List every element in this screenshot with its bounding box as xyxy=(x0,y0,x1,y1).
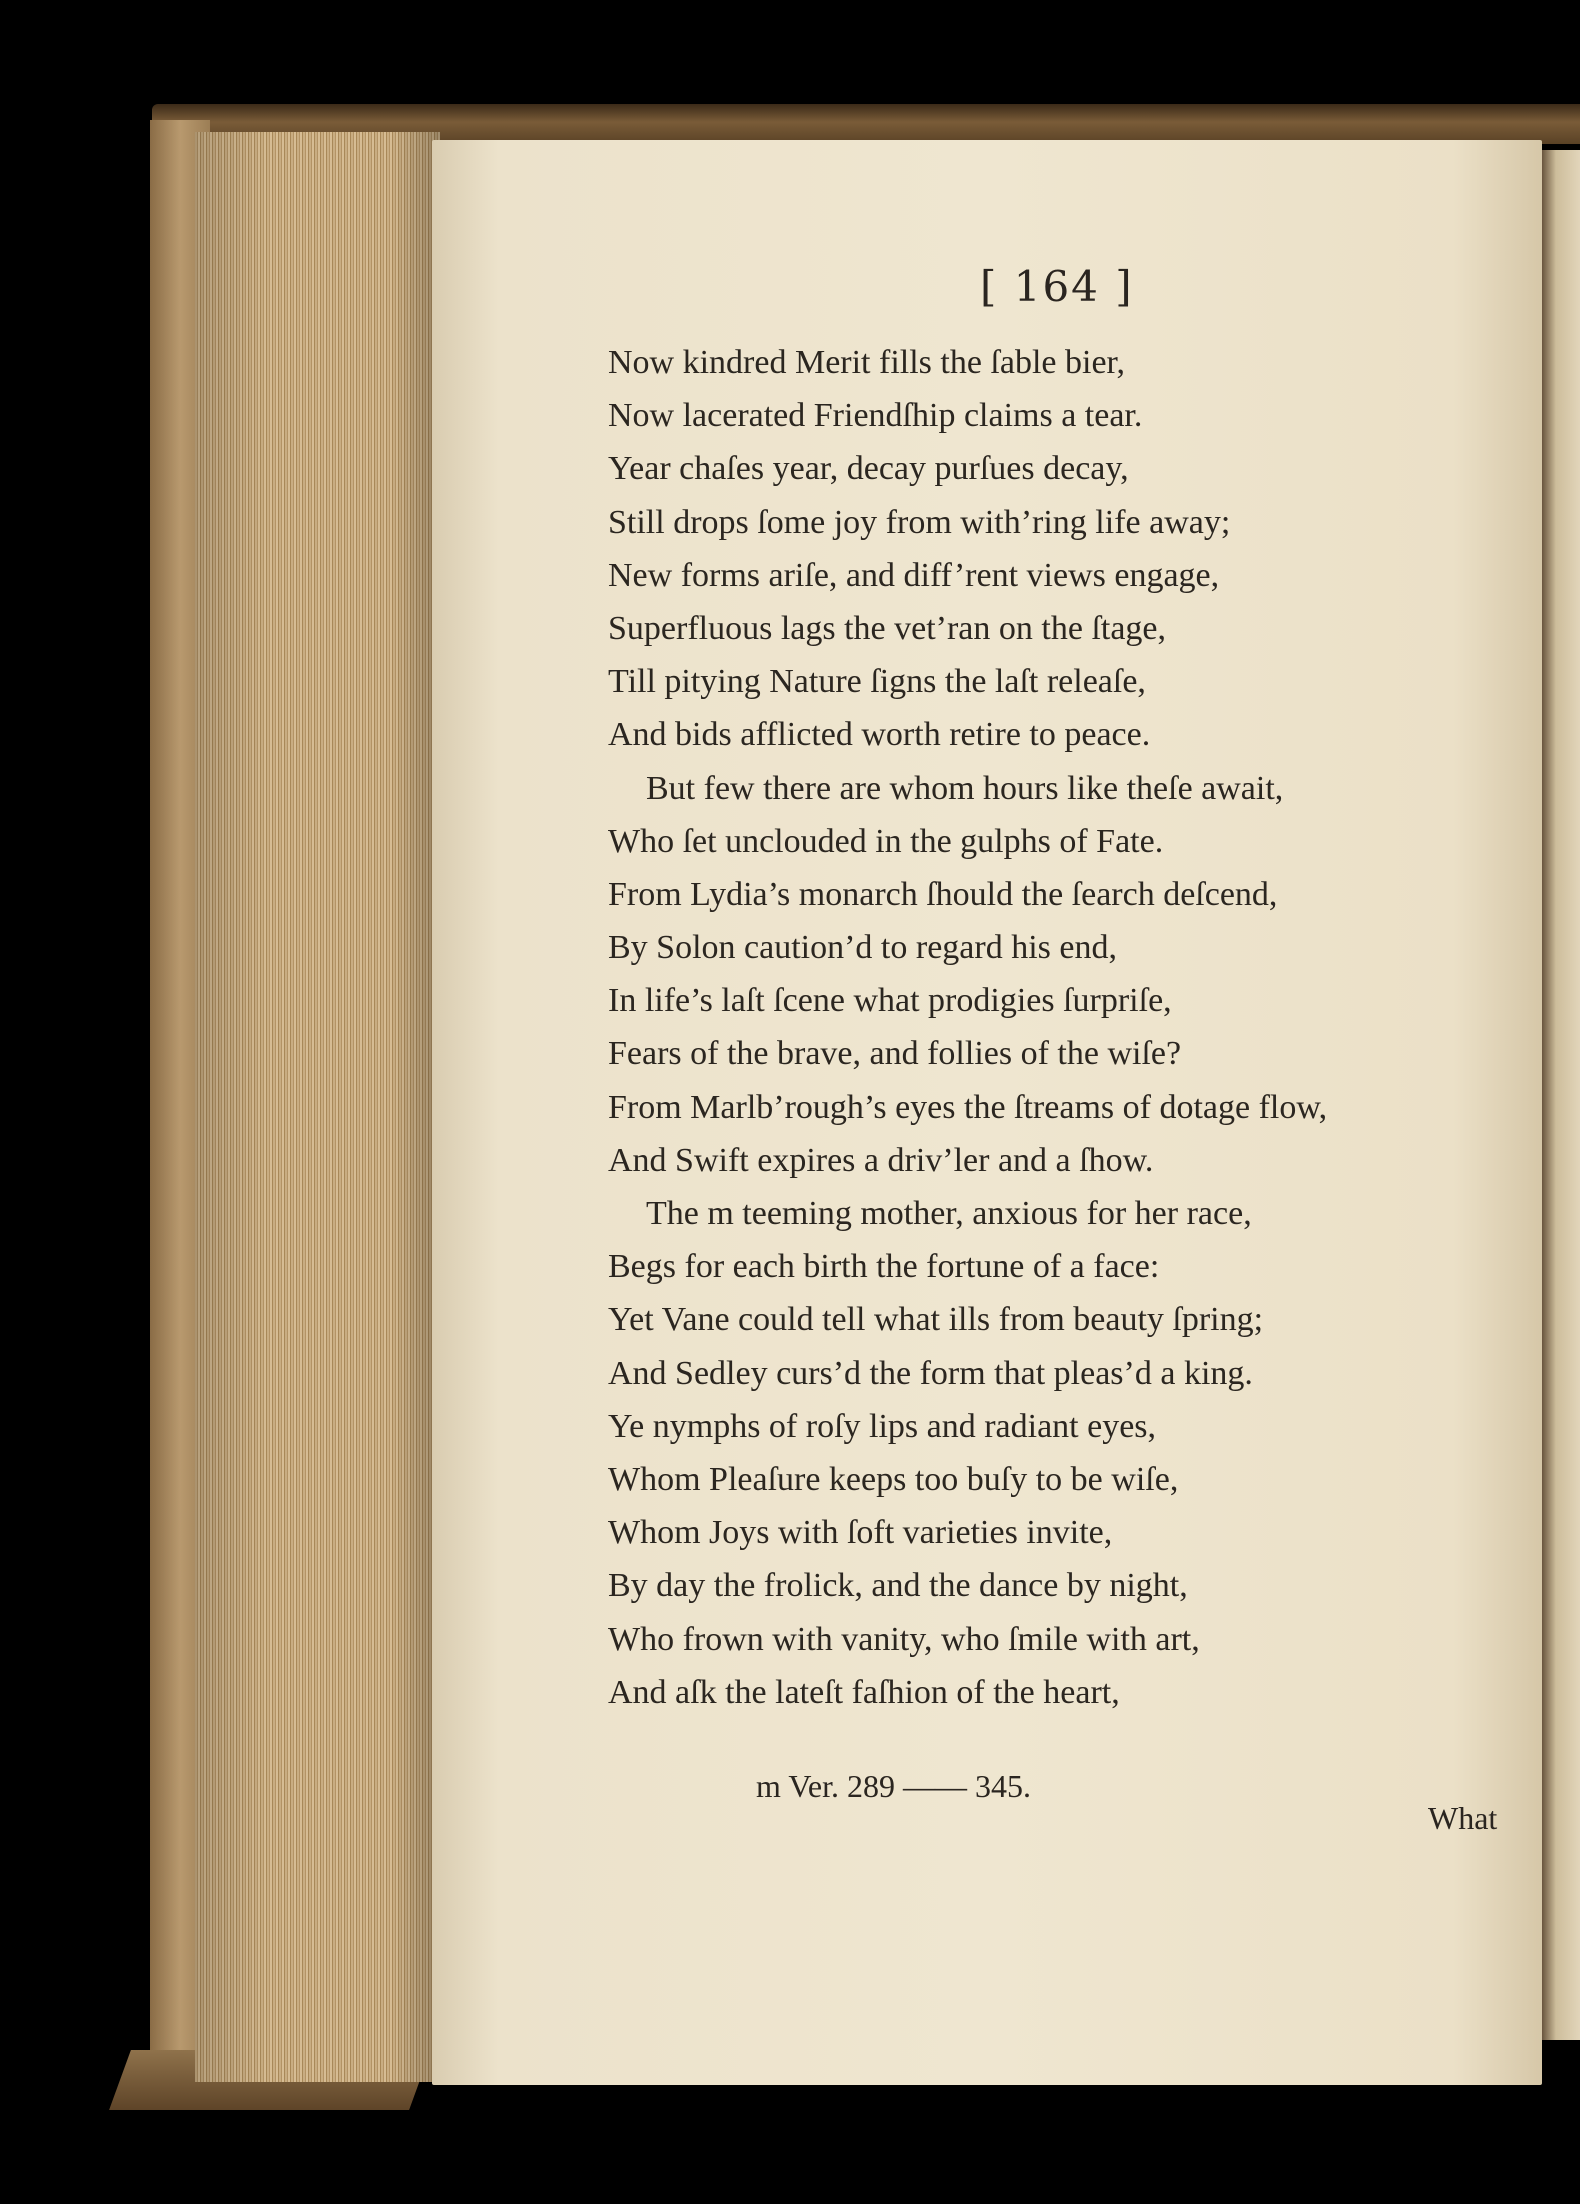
poem-line: Till pitying Nature ſigns the laſt releaſe, xyxy=(608,663,1146,701)
poem-line: Yet Vane could tell what ills from beauty ſpring; xyxy=(608,1301,1264,1339)
poem-line: New forms ariſe, and diff’rent views engage, xyxy=(608,556,1220,594)
poem-line: Superfluous lags the vet’ran on the ſtage, xyxy=(608,609,1167,647)
poem-line: In life’s laſt ſcene what prodigies ſurpriſe, xyxy=(608,982,1172,1020)
footnote: m Ver. 289 —— 345. xyxy=(756,1768,1031,1804)
poem-line: The m teeming mother, anxious for her race, xyxy=(646,1195,1252,1232)
catchword: What xyxy=(1428,1800,1498,1836)
poem-line: Year chaſes year, decay purſues decay, xyxy=(608,450,1129,488)
poem-line: Whom Joys with ſoft varieties invite, xyxy=(608,1514,1113,1552)
poem-line: Fears of the brave, and follies of the wiſe? xyxy=(608,1035,1182,1073)
poem-line: And aſk the lateſt faſhion of the heart, xyxy=(608,1673,1120,1711)
poem-line: Now kindred Merit fills the ſable bier, xyxy=(608,344,1126,381)
page-number: [ 164 ] xyxy=(980,262,1134,311)
poem-line: By Solon caution’d to regard his end, xyxy=(608,929,1117,967)
poem-line: Whom Pleaſure keeps too buſy to be wiſe, xyxy=(608,1460,1179,1498)
poem-line: Who ſet unclouded in the gulphs of Fate. xyxy=(608,822,1164,860)
poem-text xyxy=(608,336,1327,1719)
poem-line: By day the frolick, and the dance by night, xyxy=(608,1567,1188,1605)
poem-line: And bids afflicted worth retire to peace. xyxy=(608,716,1151,754)
poem-line: Ye nymphs of roſy lips and radiant eyes, xyxy=(608,1407,1157,1445)
poem-line: But few there are whom hours like theſe await, xyxy=(646,769,1284,807)
poem-line: Who frown with vanity, who ſmile with art, xyxy=(608,1620,1200,1658)
poem-line: And Swift expires a driv’ler and a ſhow. xyxy=(608,1141,1154,1179)
poem-line: Still drops ſome joy from with’ring life away; xyxy=(608,503,1231,541)
poem-line: From Marlb’rough’s eyes the ſtreams of dotage flow, xyxy=(608,1088,1328,1126)
poem-line: From Lydia’s monarch ſhould the ſearch deſcend, xyxy=(608,875,1278,913)
poem-line: Begs for each birth the fortune of a face: xyxy=(608,1248,1160,1286)
page-stack-shadow xyxy=(195,132,440,2082)
facing-page-edge xyxy=(1540,150,1580,2040)
poem-line: Now lacerated Friendſhip claims a tear. xyxy=(608,397,1143,435)
poem-line: And Sedley curs’d the form that pleas’d a king. xyxy=(608,1354,1253,1392)
